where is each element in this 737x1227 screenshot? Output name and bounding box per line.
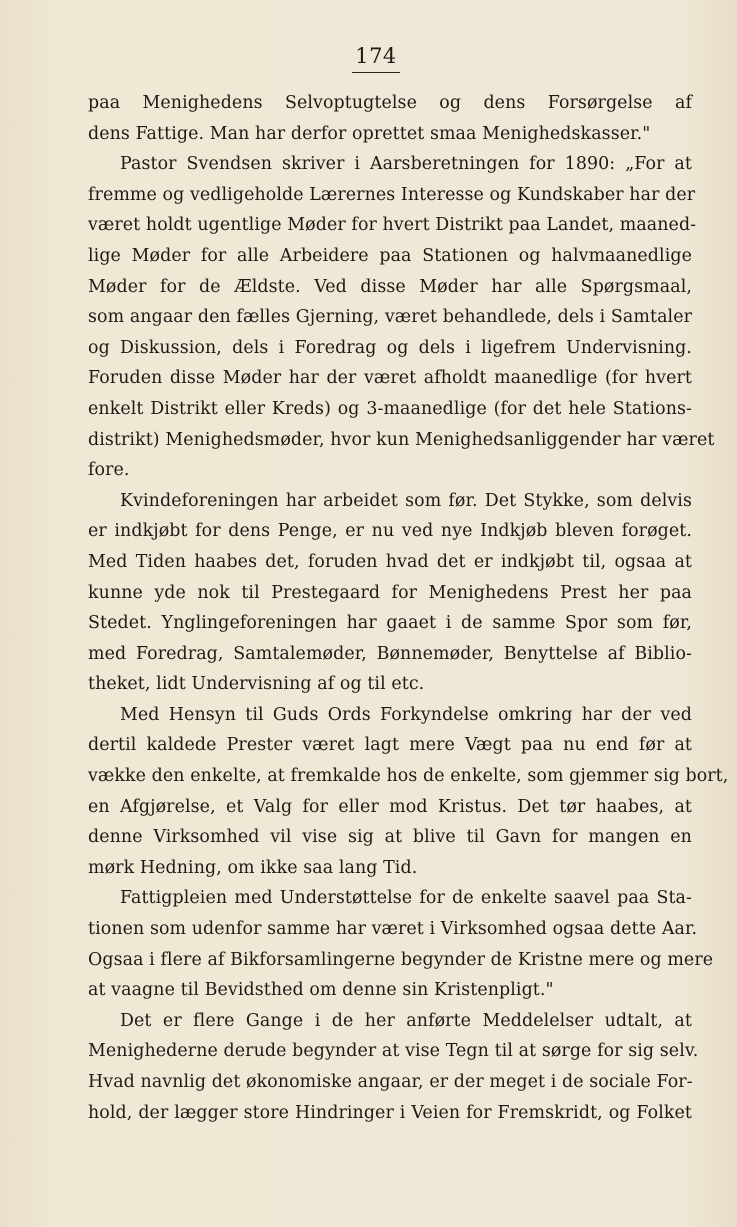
text-line: Kvindeforeningen har arbeidet som før. Det Stykke, som delvis [120, 490, 692, 511]
text-line: og Diskussion, dels i Foredrag og dels i ligefrem Undervisning. [88, 337, 692, 358]
text-line: Møder for de Ældste. Ved disse Møder har alle Spørgsmaal, [88, 276, 692, 297]
text-line: lige Møder for alle Arbeidere paa Stationen og halvmaanedlige [88, 245, 692, 266]
text-line: vække den enkelte, at fremkalde hos de enkelte, som gjemmer sig bort, [88, 766, 729, 787]
text-line: tionen som udenfor samme har været i Virksomhed ogsaa dette Aar. [88, 919, 698, 940]
text-line: Fattigpleien med Understøttelse for de enkelte saavel paa Sta- [120, 888, 692, 909]
text-line: Det er flere Gange i de her anførte Meddelelser udtalt, at [120, 1010, 692, 1031]
text-line: hold, der lægger store Hindringer i Veien for Fremskridt, og Folket [88, 1102, 692, 1123]
text-line: Stedet. Ynglingeforeningen har gaaet i de samme Spor som før, [88, 613, 692, 634]
page-number: 174 [355, 44, 397, 68]
text-line: enkelt Distrikt eller Kreds) og 3-maanedlige (for det hele Stations- [88, 398, 692, 419]
text-line: dens Fattige. Man har derfor oprettet smaa Menighedskasser." [88, 123, 651, 144]
text-line: Foruden disse Møder har der været afholdt maanedlige (for hvert [88, 368, 692, 389]
text-line: Med Hensyn til Guds Ords Forkyndelse omkring har der ved [120, 704, 692, 725]
text-line: været holdt ugentlige Møder for hvert Distrikt paa Landet, maaned- [88, 215, 697, 236]
text-line: Pastor Svendsen skriver i Aarsberetningen for 1890: „For at [120, 154, 692, 175]
text-line: kunne yde nok til Prestegaard for Menighedens Prest her paa [88, 582, 692, 603]
text-line: denne Virksomhed vil vise sig at blive til Gavn for mangen en [88, 827, 692, 848]
text-line: Hvad navnlig det økonomiske angaar, er der meget i de sociale For- [88, 1072, 693, 1092]
text-line: fore. [88, 460, 130, 481]
text-line: Med Tiden haabes det, foruden hvad det er indkjøbt til, ogsaa at [88, 551, 692, 572]
text-line: dertil kaldede Prester været lagt mere Vægt paa nu end før at [88, 735, 692, 756]
page-number-rule [352, 72, 400, 73]
text-line: Ogsaa i flere af Bikforsamlingerne begynder de Kristne mere og mere [88, 949, 714, 970]
text-line: distrikt) Menighedsmøder, hvor kun Menighedsanliggender har været [88, 429, 715, 450]
text-line: Menighederne derude begynder at vise Tegn til at sørge for sig selv. [88, 1041, 699, 1062]
text-line: at vaagne til Bevidsthed om denne sin Kristenpligt." [88, 980, 554, 1001]
text-line: theket, lidt Undervisning af og til etc. [88, 674, 425, 695]
text-line: fremme og vedligeholde Lærernes Interesse og Kundskaber har der [88, 184, 696, 205]
text-line: paa Menighedens Selvoptugtelse og dens Forsørgelse af [88, 93, 692, 113]
text-line: mørk Hedning, om ikke saa lang Tid. [88, 857, 418, 878]
body-text [88, 88, 729, 1128]
text-line: med Foredrag, Samtalemøder, Bønnemøder, Benyttelse af Biblio- [88, 643, 692, 664]
text-line: som angaar den fælles Gjerning, været behandlede, dels i Samtaler [88, 307, 692, 328]
text-line: en Afgjørelse, et Valg for eller mod Kristus. Det tør haabes, at [88, 796, 692, 817]
text-line: er indkjøbt for dens Penge, er nu ved nye Indkjøb bleven forøget. [88, 521, 692, 542]
